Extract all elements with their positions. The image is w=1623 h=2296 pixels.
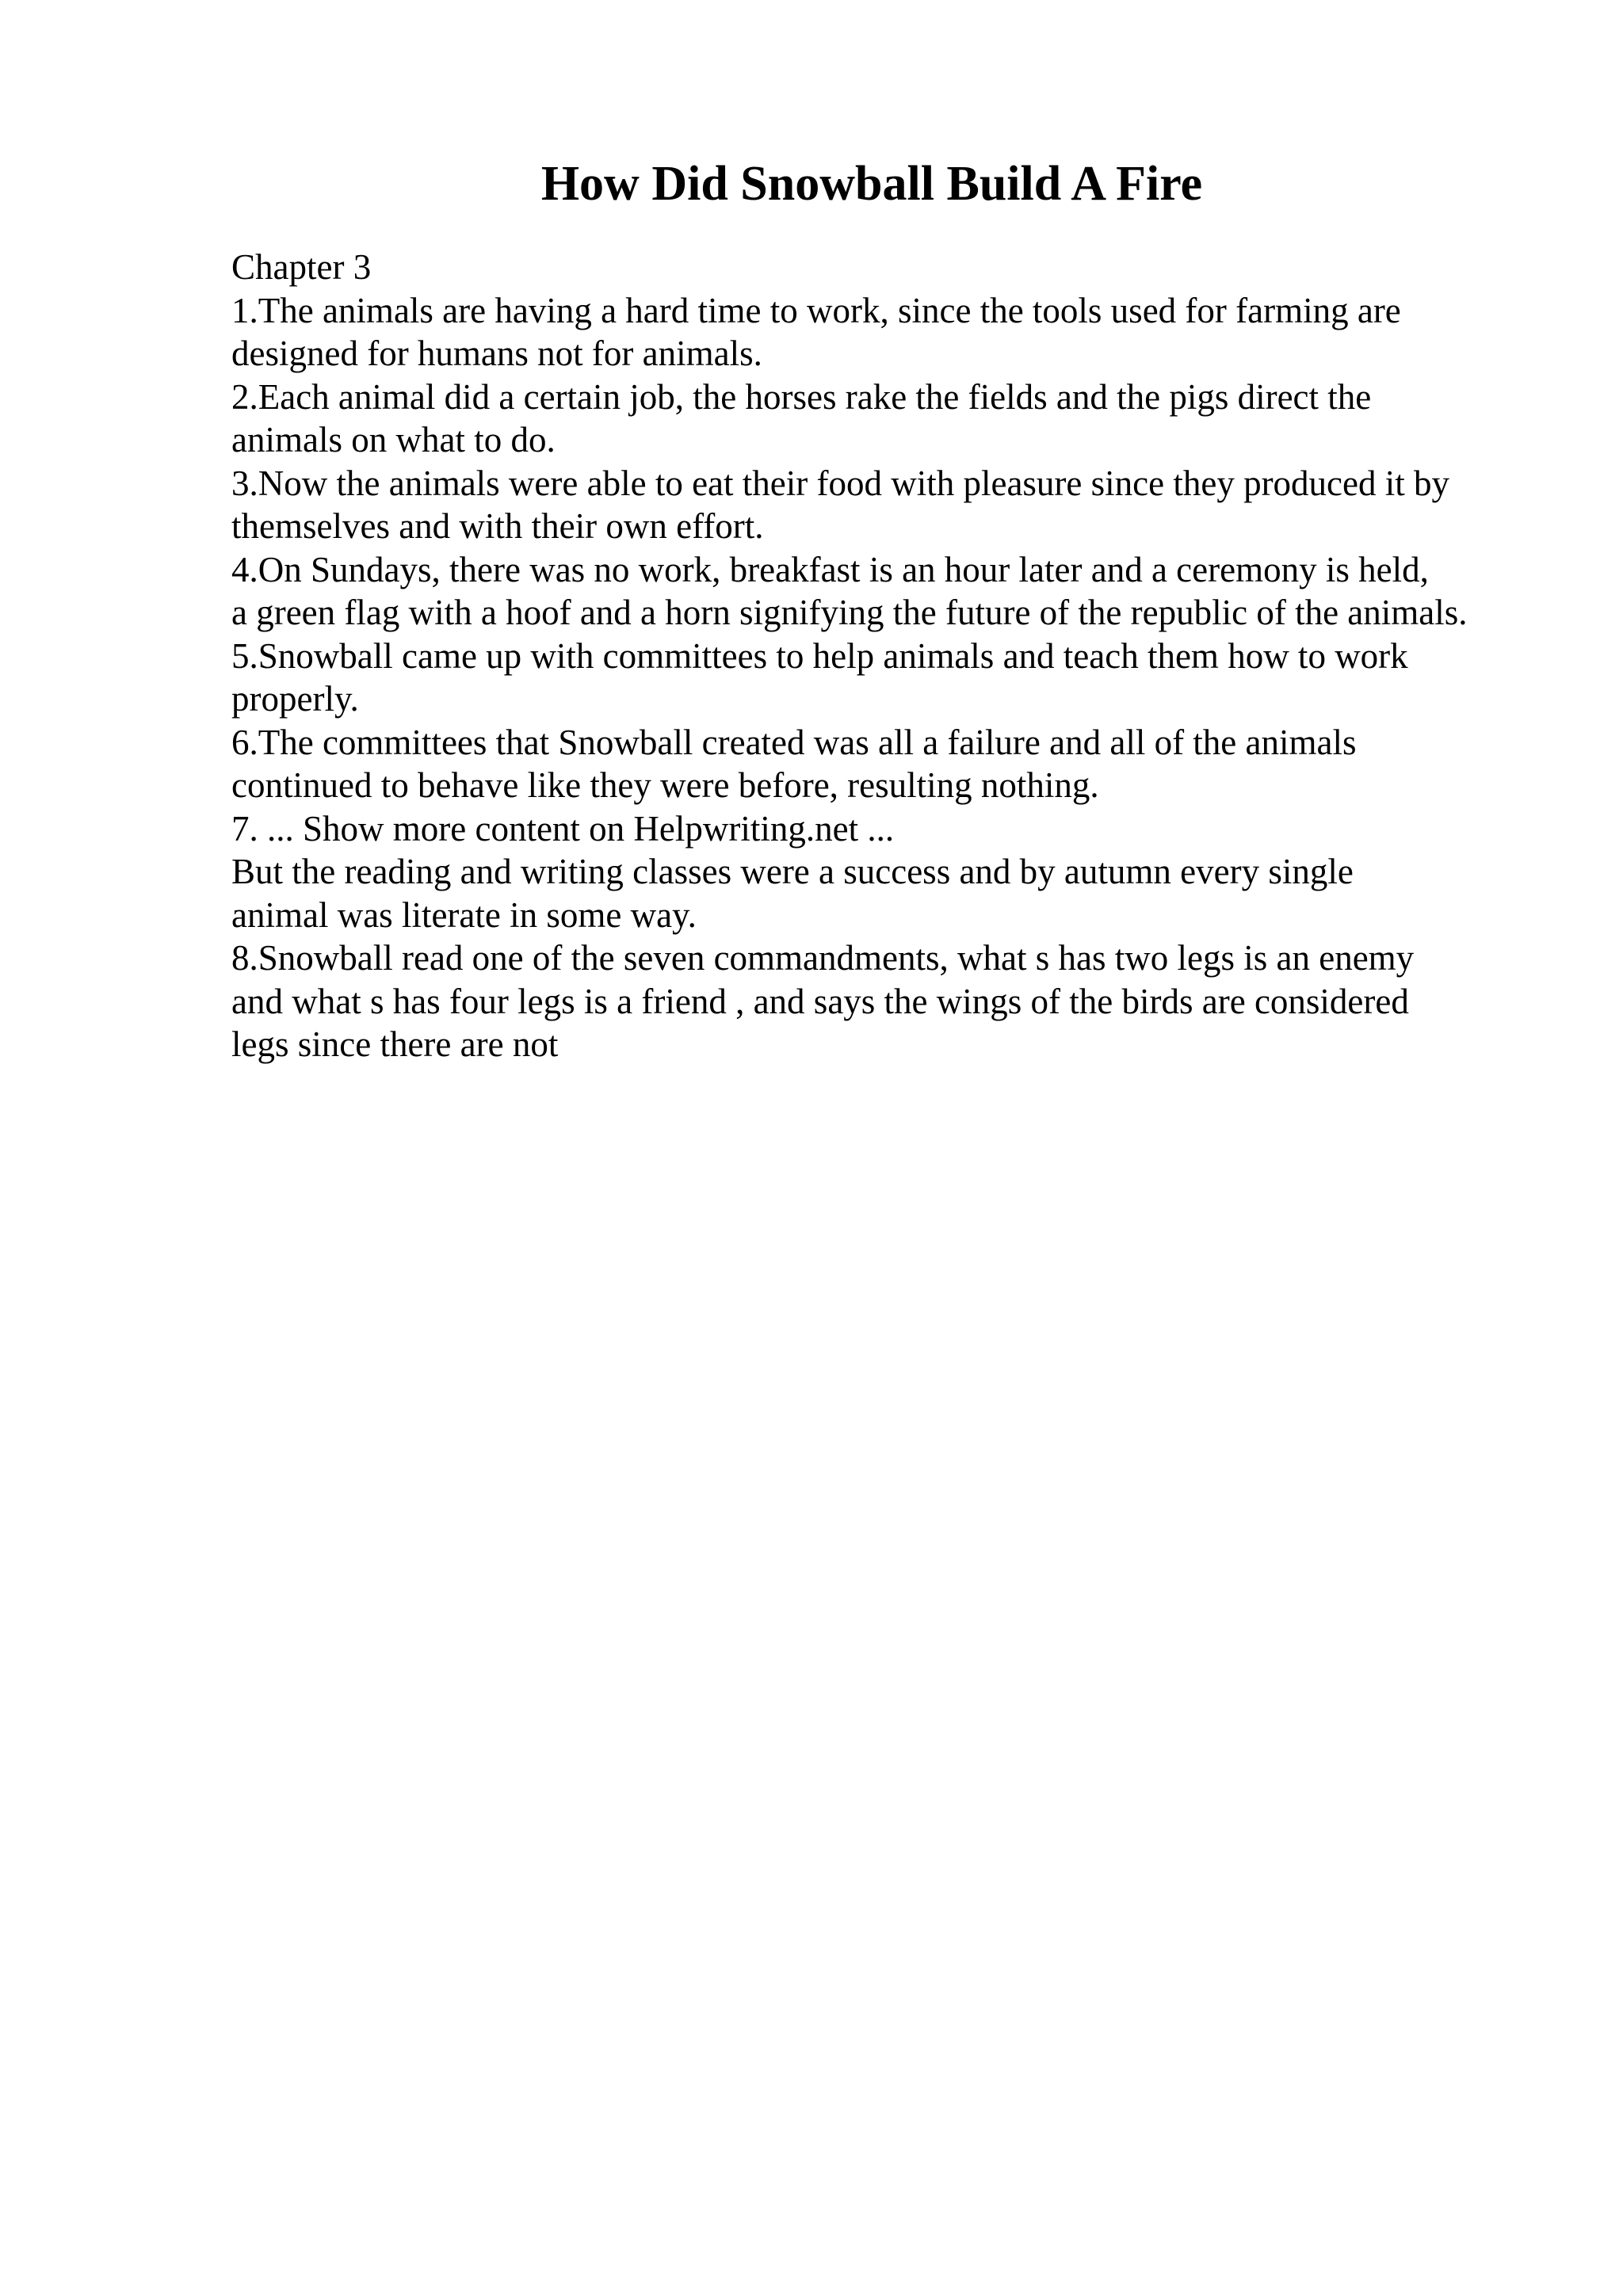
text-line: properly. [231,679,359,719]
text-line: 3.Now the animals were able to eat their food with pleasure since they produced it by [231,463,1450,503]
text-line: 2.Each animal did a certain job, the horses rake the fields and the pigs direct the [231,376,1372,417]
text-line: 5.Snowball came up with committees to help animals and teach them how to work [231,635,1408,676]
text-line: 8.Snowball read one of the seven commandments, what s has two legs is an enemy [231,938,1415,978]
text-line: a green flag with a hoof and a horn signifying the future of the republic of the animals. [231,593,1468,632]
text-line: 7. ... Show more content on Helpwriting.net ... [231,808,895,849]
text-line: 1.The animals are having a hard time to work, since the tools used for farming are [231,290,1401,330]
text-line: Chapter 3 [231,247,372,287]
text-line: 4.On Sundays, there was no work, breakfast is an hour later and a ceremony is held, [231,549,1429,589]
text-line: continued to behave like they were before, resulting nothing. [231,765,1099,805]
document-body [231,246,1594,1066]
text-line: animal was literate in some way. [231,894,697,935]
document-title: How Did Snowball Build A Fire [540,157,1203,211]
text-line: legs since there are not [231,1024,559,1064]
text-line: But the reading and writing classes were a success and by autumn every single [231,852,1354,891]
text-line: animals on what to do. [231,420,556,460]
text-line: themselves and with their own effort. [231,506,764,546]
text-line: 6.The committees that Snowball created was all a failure and all of the animals [231,722,1357,762]
text-line: designed for humans not for animals. [231,334,762,373]
text-line: and what s has four legs is a friend , and says the wings of the birds are considered [231,981,1409,1021]
